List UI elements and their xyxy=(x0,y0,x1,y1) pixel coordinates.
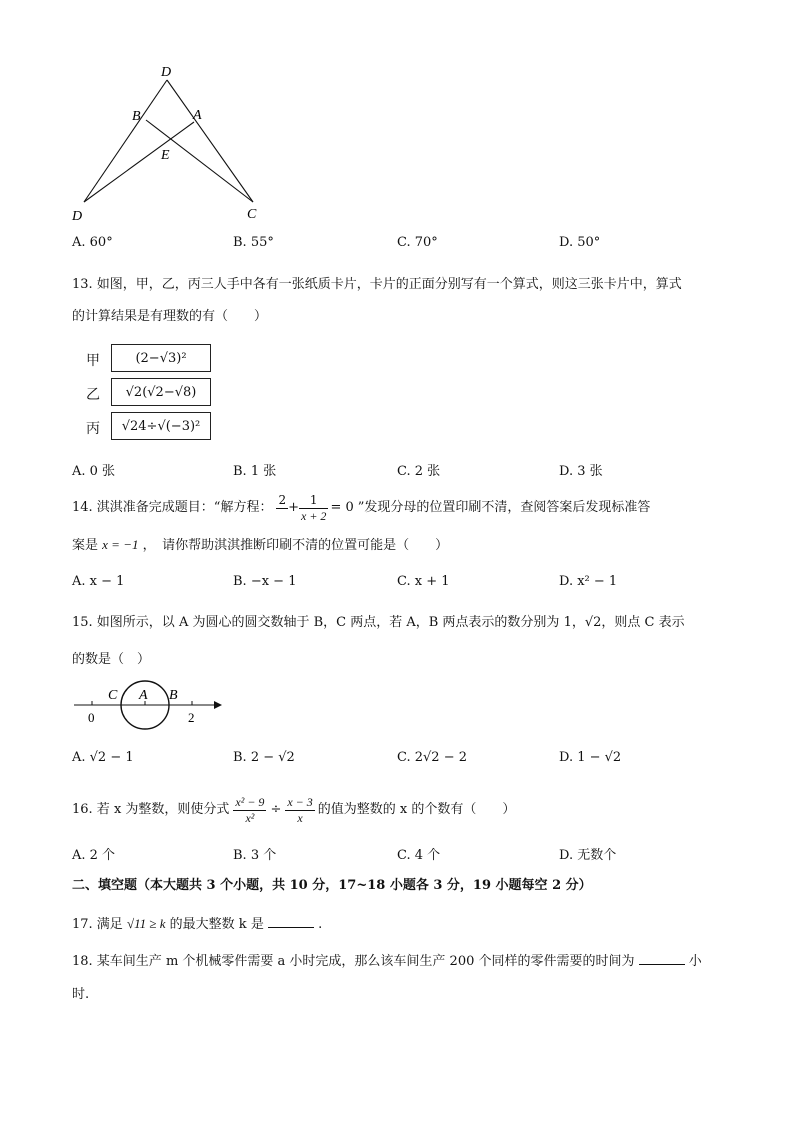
q15-option-d: D. 1 − √2 xyxy=(559,750,622,765)
q15-option-c: C. 2√2 − 2 xyxy=(397,750,468,765)
card-label-yi: 乙 xyxy=(86,387,100,403)
label-b-point: B xyxy=(169,688,178,703)
q13-text-line2: 的计算结果是有理数的有（ ） xyxy=(72,309,268,324)
q15-text-line1: 15. 如图所示，以 A 为圆心的圆交数轴于 B，C 两点，若 A，B 两点表示的数分别为 1，√2，则点 C 表示 xyxy=(72,615,685,630)
q14-answer: x = −1 xyxy=(102,537,139,552)
card-yi xyxy=(111,378,211,406)
q12-triangle-figure xyxy=(66,58,276,228)
label-a: A xyxy=(193,108,202,123)
q16-frac1-num: x² − 9 xyxy=(235,794,265,809)
q13-text-line1: 13. 如图，甲，乙，丙三人手中各有一张纸质卡片，卡片的正面分别写有一个算式，则这三张卡片中，算式 xyxy=(72,277,682,292)
q14-option-b: B. −x − 1 xyxy=(233,574,297,589)
q17-answer-blank[interactable] xyxy=(268,915,314,928)
label-e: E xyxy=(161,148,170,163)
card-label-bing: 丙 xyxy=(86,421,100,437)
q14-frac2-num: 1 xyxy=(299,493,328,509)
label-zero: 0 xyxy=(88,710,95,725)
q13-option-d: D. 3 张 xyxy=(559,464,603,479)
q14-suffix: ”发现分母的位置印刷不清，查阅答案后发现标准答 xyxy=(357,500,651,515)
q16-frac2 xyxy=(285,795,314,826)
q17-expr: √11 ≥ k xyxy=(126,916,166,931)
label-c-point: C xyxy=(108,688,118,703)
q14-option-c: C. x + 1 xyxy=(397,574,450,589)
q12-option-d: D. 50° xyxy=(559,235,601,250)
section2-heading: 二、填空题（本大题共 3 个小题，共 10 分，17~18 小题各 3 分，19 小题每空 2 分） xyxy=(72,878,592,893)
q14-frac2-den: x + 2 xyxy=(301,508,327,523)
q13-option-b: B. 1 张 xyxy=(233,464,277,479)
q17-end: . xyxy=(318,917,323,932)
label-two: 2 xyxy=(188,710,195,725)
q16-frac2-num: x − 3 xyxy=(287,794,313,809)
q14-line2 xyxy=(72,536,448,555)
q18-text: 18. 某车间生产 m 个机械零件需要 a 小时完成，那么该车间生产 200 个同样的零件需要的时间为 xyxy=(72,954,635,969)
q14-option-d: D. x² − 1 xyxy=(559,574,618,589)
q16-prefix: 16. 若 x 为整数，则使分式 xyxy=(72,802,230,817)
q14-line1: 14. 淇淇准备完成题目：“解方程： 2 + $\frac{1}{x + 2}$ = 0 ”发现分母的位置印刷不清，查阅答案后发现标准答 xyxy=(72,492,651,523)
card-bing-expr: √24÷√(−3)² xyxy=(121,418,201,434)
q18-answer-blank[interactable] xyxy=(639,952,685,965)
q15-text-line2: 的数是（ ） xyxy=(72,652,151,667)
q12-option-b: B. 55° xyxy=(233,235,274,250)
q16-option-d: D. 无数个 xyxy=(559,848,617,863)
label-b: B xyxy=(132,109,141,124)
q15-number-line-figure xyxy=(70,680,230,730)
q16-frac1-den: x² xyxy=(245,810,255,825)
q17-suffix: 的最大整数 k 是 xyxy=(169,917,264,932)
q14-frac1-num: 2 xyxy=(278,492,287,507)
q16-option-b: B. 3 个 xyxy=(233,848,277,863)
card-yi-expr: √2(√2−√8) xyxy=(125,384,197,400)
q12-option-a: A. 60° xyxy=(72,235,113,250)
q14-eq-tail: = 0 xyxy=(330,500,354,515)
arrow-icon xyxy=(214,701,222,709)
q16-line xyxy=(72,790,515,830)
q16-frac2-den: x xyxy=(297,810,303,825)
card-jia xyxy=(111,344,211,372)
q17-prefix: 17. 满足 xyxy=(72,917,123,932)
q13-option-c: C. 2 张 xyxy=(397,464,441,479)
q16-suffix: 的值为整数的 x 的个数有（ ） xyxy=(317,802,516,817)
q18-line1 xyxy=(72,952,702,971)
q15-option-b: B. 2 − √2 xyxy=(233,750,295,765)
q18-line2: 时. xyxy=(72,987,90,1002)
q14-prefix: 14. 淇淇准备完成题目：“解方程： xyxy=(72,500,273,515)
q15-option-a: A. √2 − 1 xyxy=(72,750,134,765)
q14-option-a: A. x − 1 xyxy=(72,574,125,589)
q16-frac1 xyxy=(233,795,266,826)
q16-div: ÷ xyxy=(270,802,282,817)
label-a-point: A xyxy=(139,688,148,703)
q14-line2-suffix: ， 请你帮助淇淇推断印刷不清的位置可能是（ ） xyxy=(142,538,449,553)
q14-line2-prefix: 案是 xyxy=(72,538,99,553)
card-label-jia: 甲 xyxy=(86,353,100,369)
q18-after-blank: 小 xyxy=(688,954,702,969)
card-bing xyxy=(111,412,211,440)
q16-option-c: C. 4 个 xyxy=(397,848,441,863)
label-c: C xyxy=(247,207,257,222)
q12-option-c: C. 70° xyxy=(397,235,438,250)
q14-frac2 xyxy=(299,493,328,524)
q17-line xyxy=(72,915,322,934)
q14-frac1 xyxy=(276,493,288,524)
q13-option-a: A. 0 张 xyxy=(72,464,116,479)
label-d-bottom: D xyxy=(72,209,83,224)
q14-frac1-den xyxy=(276,509,288,524)
q16-option-a: A. 2 个 xyxy=(72,848,116,863)
card-jia-expr: (2−√3)² xyxy=(135,350,187,366)
label-d-top: D xyxy=(161,65,172,80)
